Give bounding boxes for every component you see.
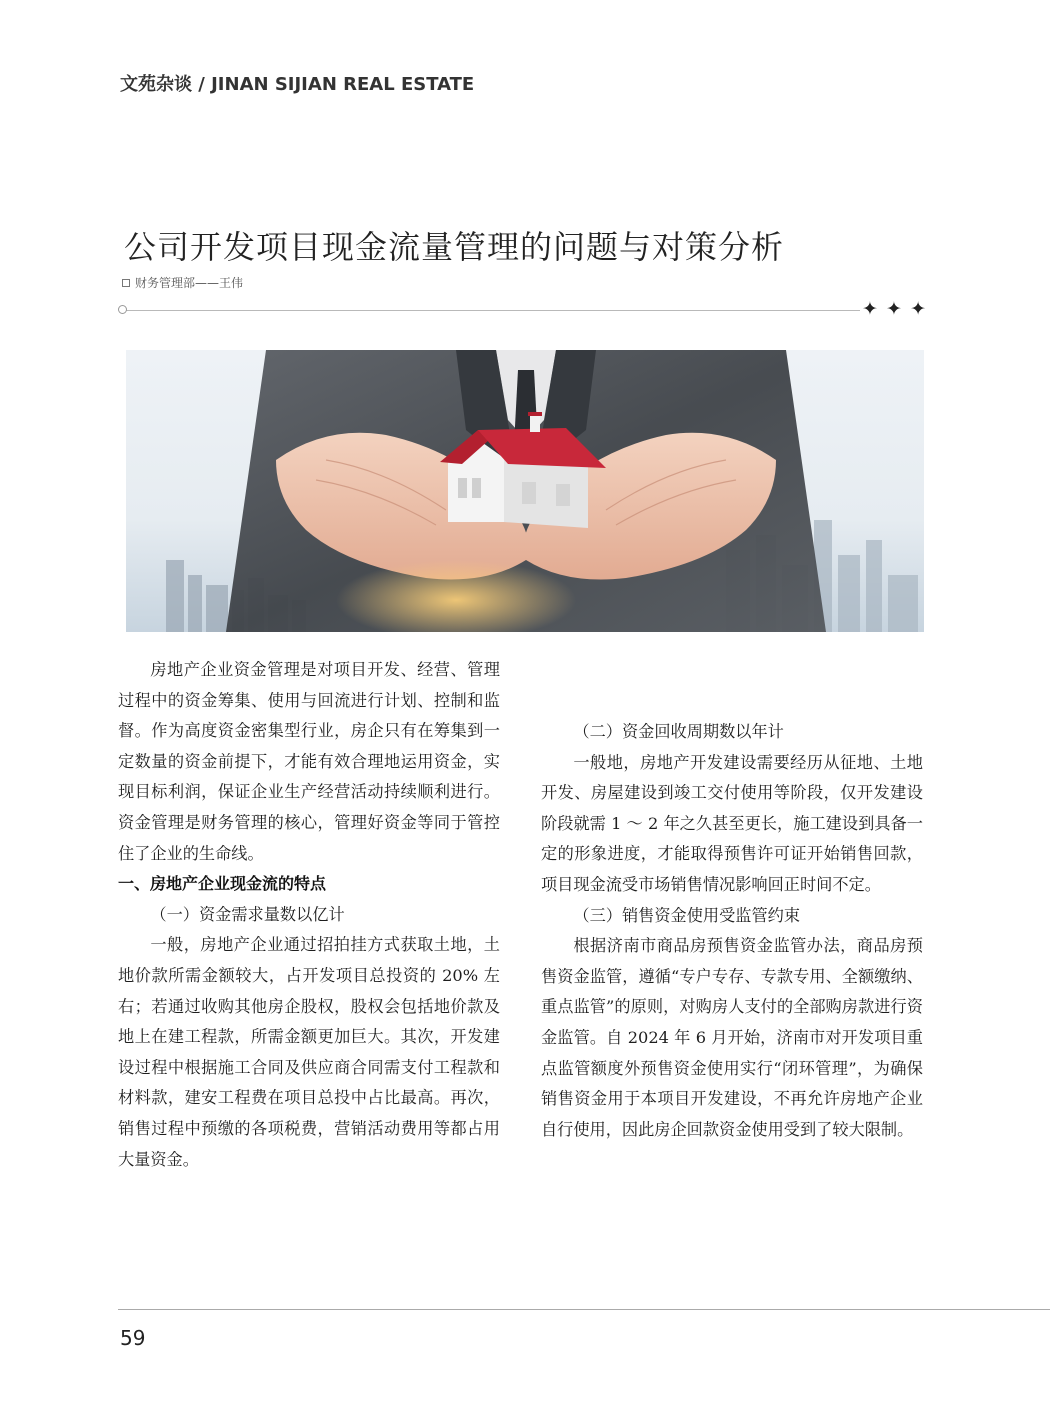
star-icon: ✦ xyxy=(910,298,926,320)
article-title: 公司开发项目现金流量管理的问题与对策分析 xyxy=(124,228,785,266)
body-paragraph: 一般，房地产企业通过招拍挂方式获取土地，土地价款所需金额较大，占开发项目总投资的 20% 左右；若通过收购其他房企股权，股权会包括地价款及地上在建工程款，所需金额更加巨大。其次，开发建设过程中根据施工合同及供应商合同需支付工程款和材料款，建安工程费在项目总投中占比最高。再次，销售过程中预缴的各项税费，营销活动费用等都占用大量资金。 xyxy=(118,935,500,1169)
decorative-stars xyxy=(862,298,926,320)
star-icon: ✦ xyxy=(886,298,902,320)
running-header: 文苑杂谈 / JINAN SIJIAN REAL ESTATE xyxy=(120,74,475,95)
right-column xyxy=(541,717,923,1145)
subsection-heading: （二）资金回收周期数以年计 xyxy=(573,722,784,741)
subsection-heading: （一）资金需求量数以亿计 xyxy=(150,904,345,924)
title-divider xyxy=(124,310,860,311)
square-bullet-icon xyxy=(122,279,130,287)
body-paragraph: 一般地，房地产开发建设需要经历从征地、土地开发、房屋建设到竣工交付使用等阶段，仅开发建设阶段就需 1 ～ 2 年之久甚至更长，施工建设到具备一定的形象进度，才能取得预售许可证开始销售回款，项目现金流受市场销售情况影响回正时间不定。 xyxy=(541,752,923,894)
hands-holding-house-illustration xyxy=(126,350,924,632)
left-column xyxy=(118,655,500,1175)
page-number: 59 xyxy=(120,1326,146,1350)
star-icon: ✦ xyxy=(862,298,878,320)
body-paragraph: 根据济南市商品房预售资金监管办法，商品房预售资金监管，遵循“专户专存、专款专用、全额缴纳、重点监管”的原则，对购房人支付的全部购房款进行资金监管。自 2024 年 6 月开始，济南市对开发项目重点监管额度外预售资金使用实行“闭环管理”，为确保销售资金用于本项目开发建设，不再允许房地产企业自行使用，因此房企回款资金使用受到了较大限制。 xyxy=(541,936,923,1139)
divider-circle-icon xyxy=(118,305,127,314)
hero-image xyxy=(126,350,924,632)
subsection-heading: （三）销售资金使用受监管约束 xyxy=(573,905,801,925)
intro-paragraph: 房地产企业资金管理是对项目开发、经营、管理过程中的资金筹集、使用与回流进行计划、控制和监督。作为高度资金密集型行业，房企只有在筹集到一定数量的资金前提下，才能有效合理地运用资金，实现目标利润，保证企业生产经营活动持续顺利进行。资金管理是财务管理的核心，管理好资金等同于管控住了企业的生命线。 xyxy=(118,660,500,863)
author-name: 财务管理部——王伟 xyxy=(135,276,244,290)
footer-divider xyxy=(118,1309,1050,1310)
section-heading: 一、房地产企业现金流的特点 xyxy=(118,874,327,894)
author-line xyxy=(122,274,243,291)
